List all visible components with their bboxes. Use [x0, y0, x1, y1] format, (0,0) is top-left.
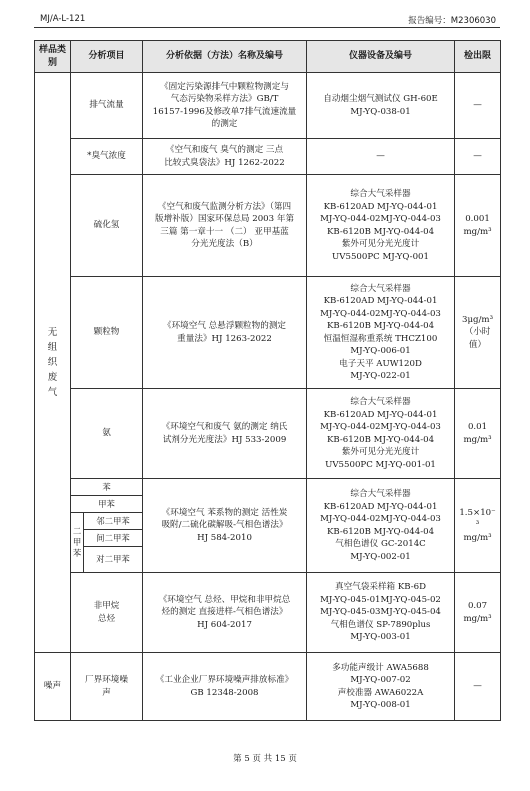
limit-exhaust: —	[455, 73, 501, 139]
instrument-tsp: 综合大气采样器 KB-6120AD MJ-YQ-044-01 MJ-YQ-044-02MJ-YQ-044-03 KB-6120B MJ-YQ-044-04 恒温恒湿称重系统 THCZ100 MJ-YQ-006-01 电子天平 AUW120D MJ-YQ-022-01	[307, 277, 455, 389]
method-exhaust: 《固定污染源排气中颗粒物测定与 气态污染物采样方法》GB/T 16157-1996及修改单7排气流速流量 的测定	[143, 73, 307, 139]
item-tsp: 颗粒物	[71, 277, 143, 389]
table-row	[35, 139, 501, 175]
method-h2s: 《空气和废气监测分析方法》（第四 版增补版）国家环保总局 2003 年第 三篇 第一章十一 （二） 亚甲基蓝 分光光度法（B）	[143, 175, 307, 277]
instrument-odor: —	[307, 139, 455, 175]
method-odor: 《空气和废气 臭气的测定 三点 比较式臭袋法》HJ 1262-2022	[143, 139, 307, 175]
item-p-xylene: 对二甲苯	[84, 547, 143, 573]
instrument-h2s: 综合大气采样器 KB-6120AD MJ-YQ-044-01 MJ-YQ-044-02MJ-YQ-044-03 KB-6120B MJ-YQ-044-04 紫外可见分光光度计 UV5500PC MJ-YQ-001	[307, 175, 455, 277]
instrument-benzene: 综合大气采样器 KB-6120AD MJ-YQ-044-01 MJ-YQ-044-02MJ-YQ-044-03 KB-6120B MJ-YQ-044-04 气相色谱仪 GC-2014C MJ-YQ-002-01	[307, 479, 455, 573]
item-nmhc: 非甲烷 总烃	[71, 573, 143, 653]
header-limit: 检出限	[455, 41, 501, 73]
limit-noise: —	[455, 653, 501, 721]
method-nh3: 《环境空气和废气 氨的测定 纳氏 试剂分光光度法》HJ 533-2009	[143, 389, 307, 479]
limit-nh3: 0.01 mg/m³	[455, 389, 501, 479]
page-number: 第 5 页 共 15 页	[233, 754, 297, 764]
item-m-xylene: 间二甲苯	[84, 530, 143, 547]
method-nmhc: 《环境空气 总烃、甲烷和非甲烷总 烃的测定 直接进样-气相色谱法》 HJ 604-2017	[143, 573, 307, 653]
item-noise: 厂界环境噪 声	[71, 653, 143, 721]
item-nh3: 氨	[71, 389, 143, 479]
table-row	[35, 175, 501, 277]
item-odor: *臭气浓度	[71, 139, 143, 175]
method-noise: 《工业企业厂界环境噪声排放标准》 GB 12348-2008	[143, 653, 307, 721]
header-item: 分析项目	[71, 41, 143, 73]
report-number: 报告编号：M2306030	[408, 16, 496, 26]
instrument-exhaust: 自动烟尘烟气测试仪 GH-60E MJ-YQ-038-01	[307, 73, 455, 139]
table-row	[35, 73, 501, 139]
table-row	[35, 653, 501, 721]
table-row	[35, 479, 501, 496]
instrument-nh3: 综合大气采样器 KB-6120AD MJ-YQ-044-01 MJ-YQ-044-02MJ-YQ-044-03 KB-6120B MJ-YQ-044-04 紫外可见分光光度计 UV5500PC MJ-YQ-001-01	[307, 389, 455, 479]
item-xylene-group: 二 甲 苯	[71, 513, 84, 573]
header-method: 分析依据（方法）名称及编号	[143, 41, 307, 73]
table-header-row	[35, 41, 501, 73]
method-tsp: 《环境空气 总悬浮颗粒物的测定 重量法》HJ 1263-2022	[143, 277, 307, 389]
instrument-nmhc: 真空气袋采样箱 KB-6D MJ-YQ-045-01MJ-YQ-045-02 MJ-YQ-045-03MJ-YQ-045-04 气相色谱仪 SP-7890plus MJ-YQ-003-01	[307, 573, 455, 653]
limit-h2s: 0.001 mg/m³	[455, 175, 501, 277]
limit-tsp: 3μg/m³ （小时 值）	[455, 277, 501, 389]
table-row	[35, 277, 501, 389]
item-exhaust: 排气流量	[71, 73, 143, 139]
header-category: 样品类别	[35, 41, 71, 73]
analysis-method-table	[34, 40, 501, 721]
item-h2s: 硫化氢	[71, 175, 143, 277]
item-benzene: 苯	[71, 479, 143, 496]
category-unorganized: 无 组 织 废 气	[35, 73, 71, 653]
limit-benzene: 1.5×10⁻ ³ mg/m³	[455, 479, 501, 573]
table-row	[35, 389, 501, 479]
category-noise: 噪声	[35, 653, 71, 721]
limit-nmhc: 0.07 mg/m³	[455, 573, 501, 653]
method-benzene: 《环境空气 苯系物的测定 活性炭 吸附/二硫化碳解吸-气相色谱法》 HJ 584-2010	[143, 479, 307, 573]
doc-code: MJ/A-L-121	[40, 14, 86, 24]
item-o-xylene: 邻二甲苯	[84, 513, 143, 530]
instrument-noise: 多功能声级计 AWA5688 MJ-YQ-007-02 声校准器 AWA6022A MJ-YQ-008-01	[307, 653, 455, 721]
header-instrument: 仪器设备及编号	[307, 41, 455, 73]
table-row	[35, 573, 501, 653]
header-divider	[34, 27, 500, 28]
limit-odor: —	[455, 139, 501, 175]
item-toluene: 甲苯	[71, 496, 143, 513]
